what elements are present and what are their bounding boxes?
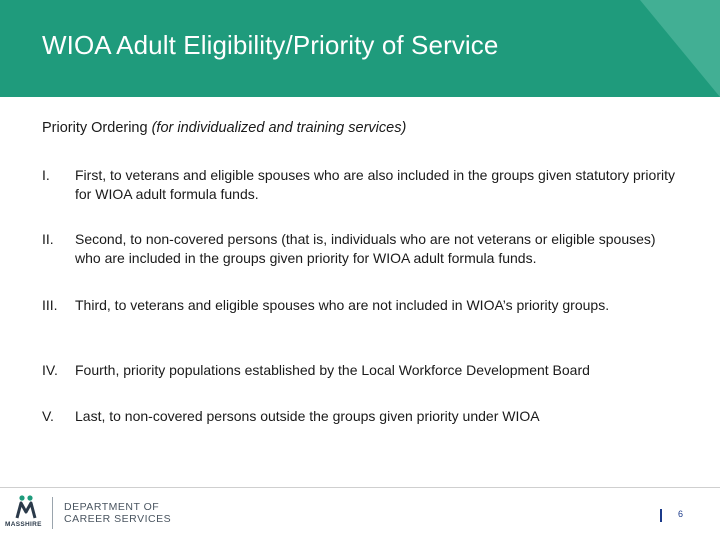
priority-item-2 [42, 230, 682, 268]
footer-divider [0, 487, 720, 488]
priority-item-4 [42, 361, 682, 380]
priority-item-3 [42, 296, 682, 315]
department-line-1: DEPARTMENT OF [64, 501, 160, 513]
department-name [64, 501, 171, 525]
item-number: V. [42, 408, 54, 424]
item-number: II. [42, 231, 54, 247]
section-heading-label: Priority Ordering [42, 120, 152, 136]
logo-text: MASSHIRE [5, 521, 42, 528]
item-text: Last, to non-covered persons outside the groups given priority under WIOA [75, 408, 540, 424]
section-heading-note: (for individualized and training services) [151, 120, 407, 136]
item-text: Second, to non-covered persons (that is, individuals who are not veterans or eligible spouses) who are included in the groups given priority for WIOA adult formula funds. [75, 231, 656, 266]
slide-title: WIOA Adult Eligibility/Priority of Service [42, 30, 499, 60]
department-line-2: CAREER SERVICES [64, 513, 172, 525]
item-number: I. [42, 167, 50, 183]
item-number: IV. [42, 362, 58, 378]
item-text: Fourth, priority populations established by the Local Workforce Development Board [75, 362, 590, 378]
section-heading [42, 120, 406, 136]
title-bar [0, 0, 720, 97]
priority-item-5 [42, 407, 682, 426]
item-text: First, to veterans and eligible spouses who are also included in the groups given statutory priority for WIOA adult formula funds. [75, 167, 675, 202]
corner-accent [640, 0, 720, 97]
page-marker [660, 509, 662, 522]
footer-separator [52, 497, 53, 529]
item-text: Third, to veterans and eligible spouses who are not included in WIOA’s priority groups. [75, 297, 610, 313]
item-number: III. [42, 297, 58, 313]
page-number: 6 [678, 509, 684, 519]
priority-item-1 [42, 166, 682, 204]
